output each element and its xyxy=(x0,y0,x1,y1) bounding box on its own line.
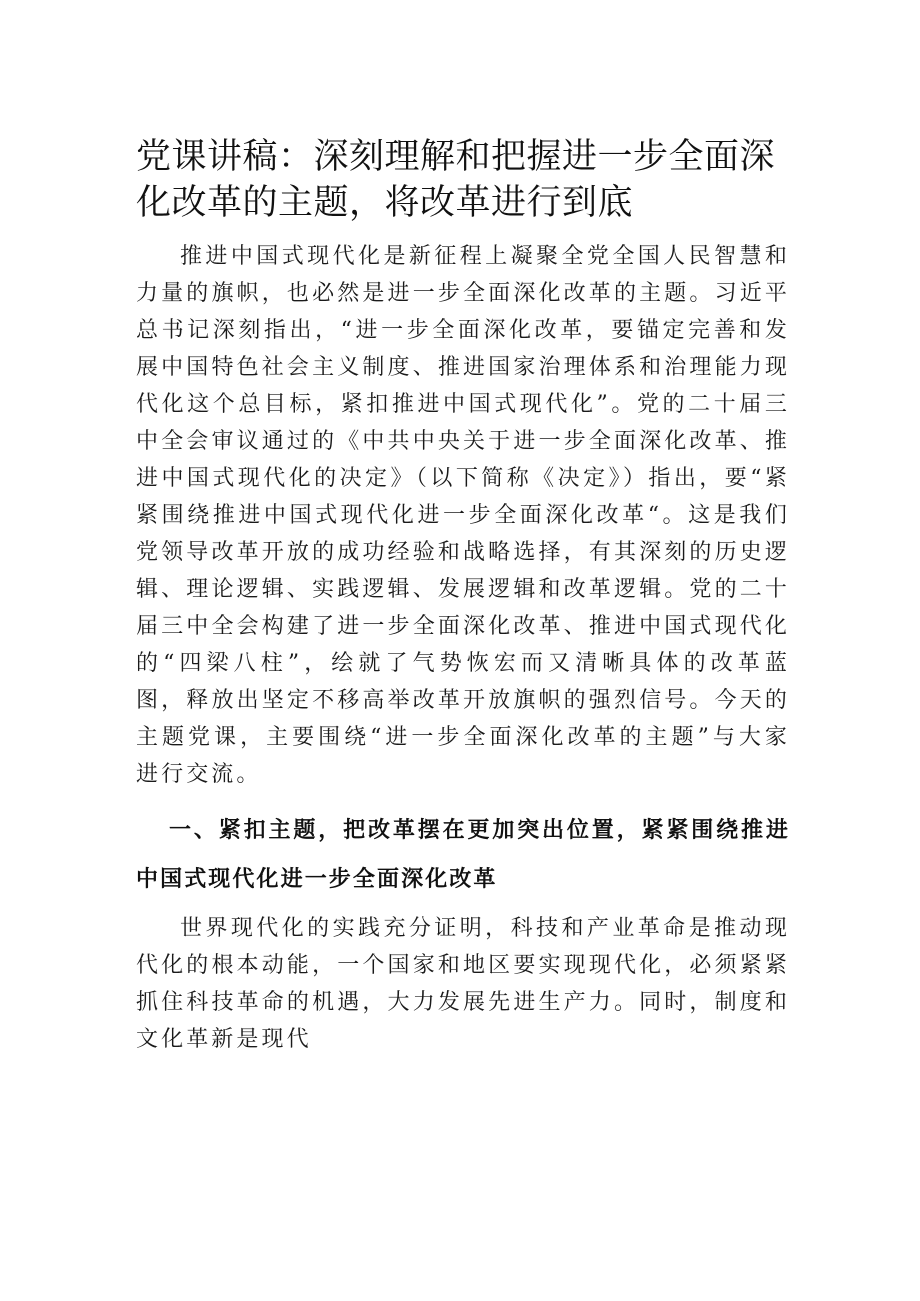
document-title: 党课讲稿：深刻理解和把握进一步全面深化改革的主题，将改革进行到底 xyxy=(136,137,776,223)
section-1-heading: 一、紧扣主题，把改革摆在更加突出位置，紧紧围绕推进中国式现代化进一步全面深化改革 xyxy=(136,817,790,892)
document-page xyxy=(136,134,790,1058)
intro-paragraph: 推进中国式现代化是新征程上凝聚全党全国人民智慧和力量的旗帜，也必然是进一步全面深化改革的主题。习近平总书记深刻指出，“进一步全面深化改革，要锚定完善和发展中国特色社会主义制度、推进国家治理体系和治理能力现代化这个总目标，紧扣推进中国式现代化”。党的二十届三中全会审议通过的《中共中央关于进一步全面深化改革、推进中国式现代化的决定》（以下简称《决定》）指出，要“紧紧围绕推进中国式现代化进一步全面深化改革“。这是我们党领导改革开放的成功经验和战略选择，有其深刻的历史逻辑、理论逻辑、实践逻辑、发展逻辑和改革逻辑。党的二十届三中全会构建了进一步全面深化改革、推进中国式现代化的“四梁八柱”，绘就了气势恢宏而又清晰具体的改革蓝图，释放出坚定不移高举改革开放旗帜的强烈信号。今天的主题党课，主要围绕“进一步全面深化改革的主题”与大家进行交流。 xyxy=(136,244,790,787)
section-1-paragraph: 世界现代化的实践充分证明，科技和产业革命是推动现代化的根本动能，一个国家和地区要实现现代化，必须紧紧抓住科技革命的机遇，大力发展先进生产力。同时，制度和文化革新是现代 xyxy=(136,916,790,1052)
